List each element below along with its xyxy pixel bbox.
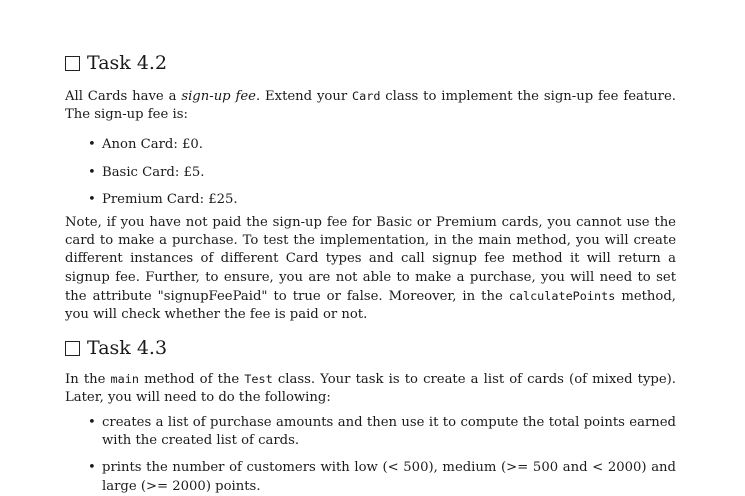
task-4-3-item-purchases: • creates a list of purchase amounts and then use it to compute the total points earned with the created list of cards. [65,414,676,450]
card-class-code: Card [352,89,381,103]
task-4-2-intro: All Cards have a sign-up fee. Extend your Card class to implement the sign-up fee feature. The sign-up fee is: [65,89,676,123]
task-4-3-list [65,414,676,496]
test-class-code: Test [244,372,273,386]
sign-up-fee-term: sign-up fee [181,89,256,104]
task-4-3-heading [65,337,167,359]
task-4-2-heading [65,52,167,74]
task-4-2-checkbox[interactable] [65,56,80,71]
sign-up-fee-list [65,131,676,214]
fee-item-premium: • Premium Card: £25. [65,186,676,214]
task-4-3-intro: In the main method of the Test class. Your task is to create a list of cards (of mixed type). Later, you will need to do the following: [65,372,676,406]
task-4-2-title: Task 4.2 [87,52,168,74]
fee-item-anon: • Anon Card: £0. [65,131,676,159]
task-4-3-checkbox[interactable] [65,341,80,356]
task-4-3-item-customers: • prints the number of customers with low (< 500), medium (>= 500 and < 2000) and large (>= 2000) points. [65,459,676,495]
calculate-points-code: calculatePoints [508,288,616,303]
main-method-code: main [110,372,139,386]
fee-item-basic: • Basic Card: £5. [65,159,676,187]
task-4-3-title: Task 4.3 [87,337,168,359]
task-4-2-note: Note, if you have not paid the sign-up fee for Basic or Premium cards, you cannot use the card to make a purchase. To test the implementation, in the main method, you will create different instances of different Card types and call signup fee method it will return a signup fee. Further, to ensure, you are not able to make a purchase, you will need to set the attribute "signupFeePaid" to true or false. Moreover, in the calculatePoints method, you will check whether the fee is paid or not. [65,215,676,323]
